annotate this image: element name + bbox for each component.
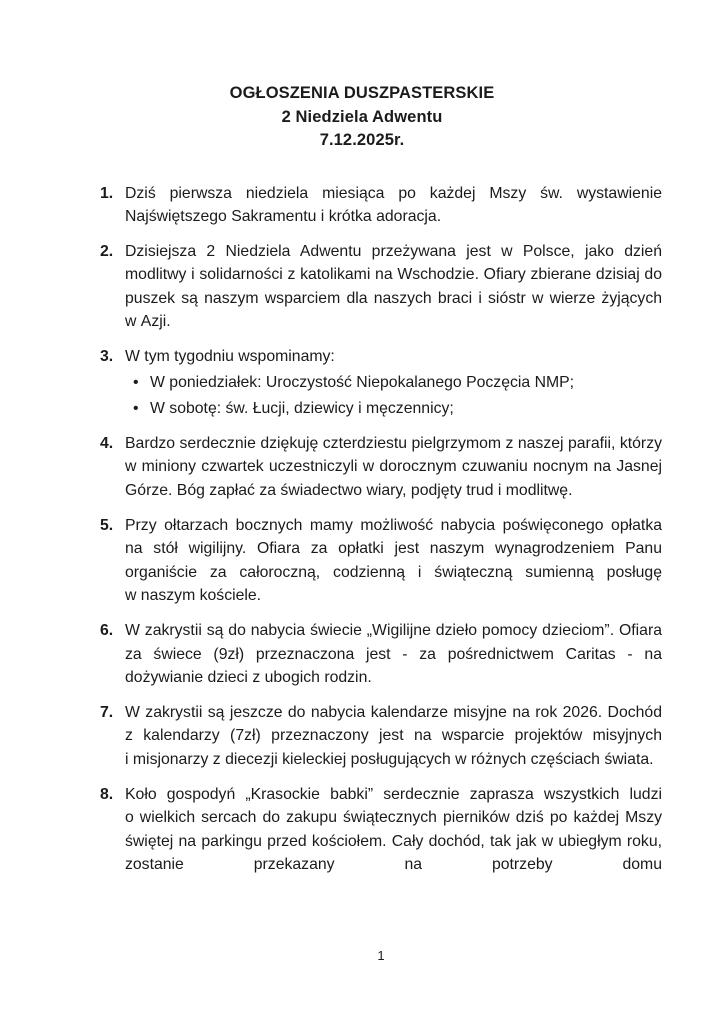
announcement-item	[100, 619, 662, 690]
item-number: 7.	[100, 703, 114, 721]
item-body	[125, 345, 662, 421]
bullet-icon: •	[133, 374, 139, 392]
item-number: 5.	[100, 516, 114, 534]
item-body	[125, 783, 662, 877]
item-number: 1.	[100, 184, 114, 202]
item-text: W zakrystii są do nabycia świecie „Wigilijne dzieło pomocy dzieciom”. Ofiara za świece (9zł) przeznaczona jest - za pośrednictwem Caritas - na dożywianie dzieci z ubogich rodzin.	[125, 622, 662, 687]
announcements-list	[100, 182, 662, 877]
bullet-item	[133, 371, 662, 395]
announcement-item	[100, 345, 662, 421]
item-number: 4.	[100, 434, 114, 452]
announcement-item	[100, 182, 662, 229]
item-body	[125, 701, 662, 772]
item-text: W zakrystii są jeszcze do nabycia kalendarze misyjne na rok 2026. Dochód z kalendarzy (7zł) przeznaczony jest na wsparcie projektów misyjnych i misjonarzy z diecezji kieleckiej posługujących w różnych częściach świata.	[125, 703, 662, 768]
item-number: 3.	[100, 348, 114, 366]
item-number: 6.	[100, 622, 114, 639]
announcement-item	[100, 783, 662, 877]
item-text: Dziś pierwsza niedziela miesiąca po każdej Mszy św. wystawienie Najświętszego Sakramentu i krótka adoracja.	[125, 184, 662, 226]
announcement-item	[100, 240, 662, 334]
announcement-item	[100, 514, 662, 608]
item-number: 2.	[100, 242, 114, 260]
document-title: OGŁOSZENIA DUSZPASTERSKIE	[229, 84, 495, 102]
announcement-item	[100, 701, 662, 772]
item-text: Dzisiejsza 2 Niedziela Adwentu przeżywana jest w Polsce, jako dzień modlitwy i solidarności z katolikami na Wschodzie. Ofiary zbierane dzisiaj do puszek są naszym wsparciem dla naszych braci i sióstr w wierze żyjących w Azji.	[125, 242, 662, 331]
announcement-item	[100, 432, 662, 503]
item-text: Bardzo serdecznie dziękuję czterdziestu pielgrzymom z naszej parafii, którzy w miniony czwartek uczestniczyli w dorocznym czuwaniu nocnym na Jasnej Górze. Bóg zapłać za świadectwo wiary, podjęty trud i modlitwę.	[125, 434, 662, 500]
bullet-text: W sobotę: św. Łucji, dziewicy i męczennicy;	[150, 400, 454, 418]
bullet-text: W poniedziałek: Uroczystość Niepokalanego Poczęcia NMP;	[150, 374, 575, 392]
page-number: 1	[377, 948, 385, 963]
item-body	[125, 514, 662, 608]
item-bullet-list	[133, 371, 662, 421]
item-number: 8.	[100, 785, 114, 803]
item-body	[125, 619, 662, 690]
document-header	[0, 0, 724, 153]
item-body	[125, 432, 662, 503]
document-subtitle: 2 Niedziela Adwentu	[281, 107, 443, 126]
item-text: W tym tygodniu wspominamy:	[125, 348, 335, 366]
item-body	[125, 240, 662, 334]
item-body	[125, 182, 662, 229]
page-footer	[100, 948, 662, 964]
item-text: Koło gospodyń „Krasockie babki” serdecznie zaprasza wszystkich ludzi o wielkich sercach do zakupu świątecznych pierników dziś po każdej Mszy świętej na parkingu przed kościołem. Cały dochód, tak jak w ubiegłym roku, zostanie przekazany na potrzeby domu	[125, 785, 662, 874]
document-date: 7.12.2025r.	[319, 131, 405, 149]
bullet-icon: •	[133, 400, 139, 418]
item-text: Przy ołtarzach bocznych mamy możliwość nabycia poświęconego opłatka na stół wigilijny. Ofiara za opłatki jest naszym wynagrodzeniem Panu organiście za całoroczną, codzienną i świąteczną sumienną posługę w naszym kościele.	[125, 516, 662, 605]
bullet-item	[133, 397, 662, 421]
